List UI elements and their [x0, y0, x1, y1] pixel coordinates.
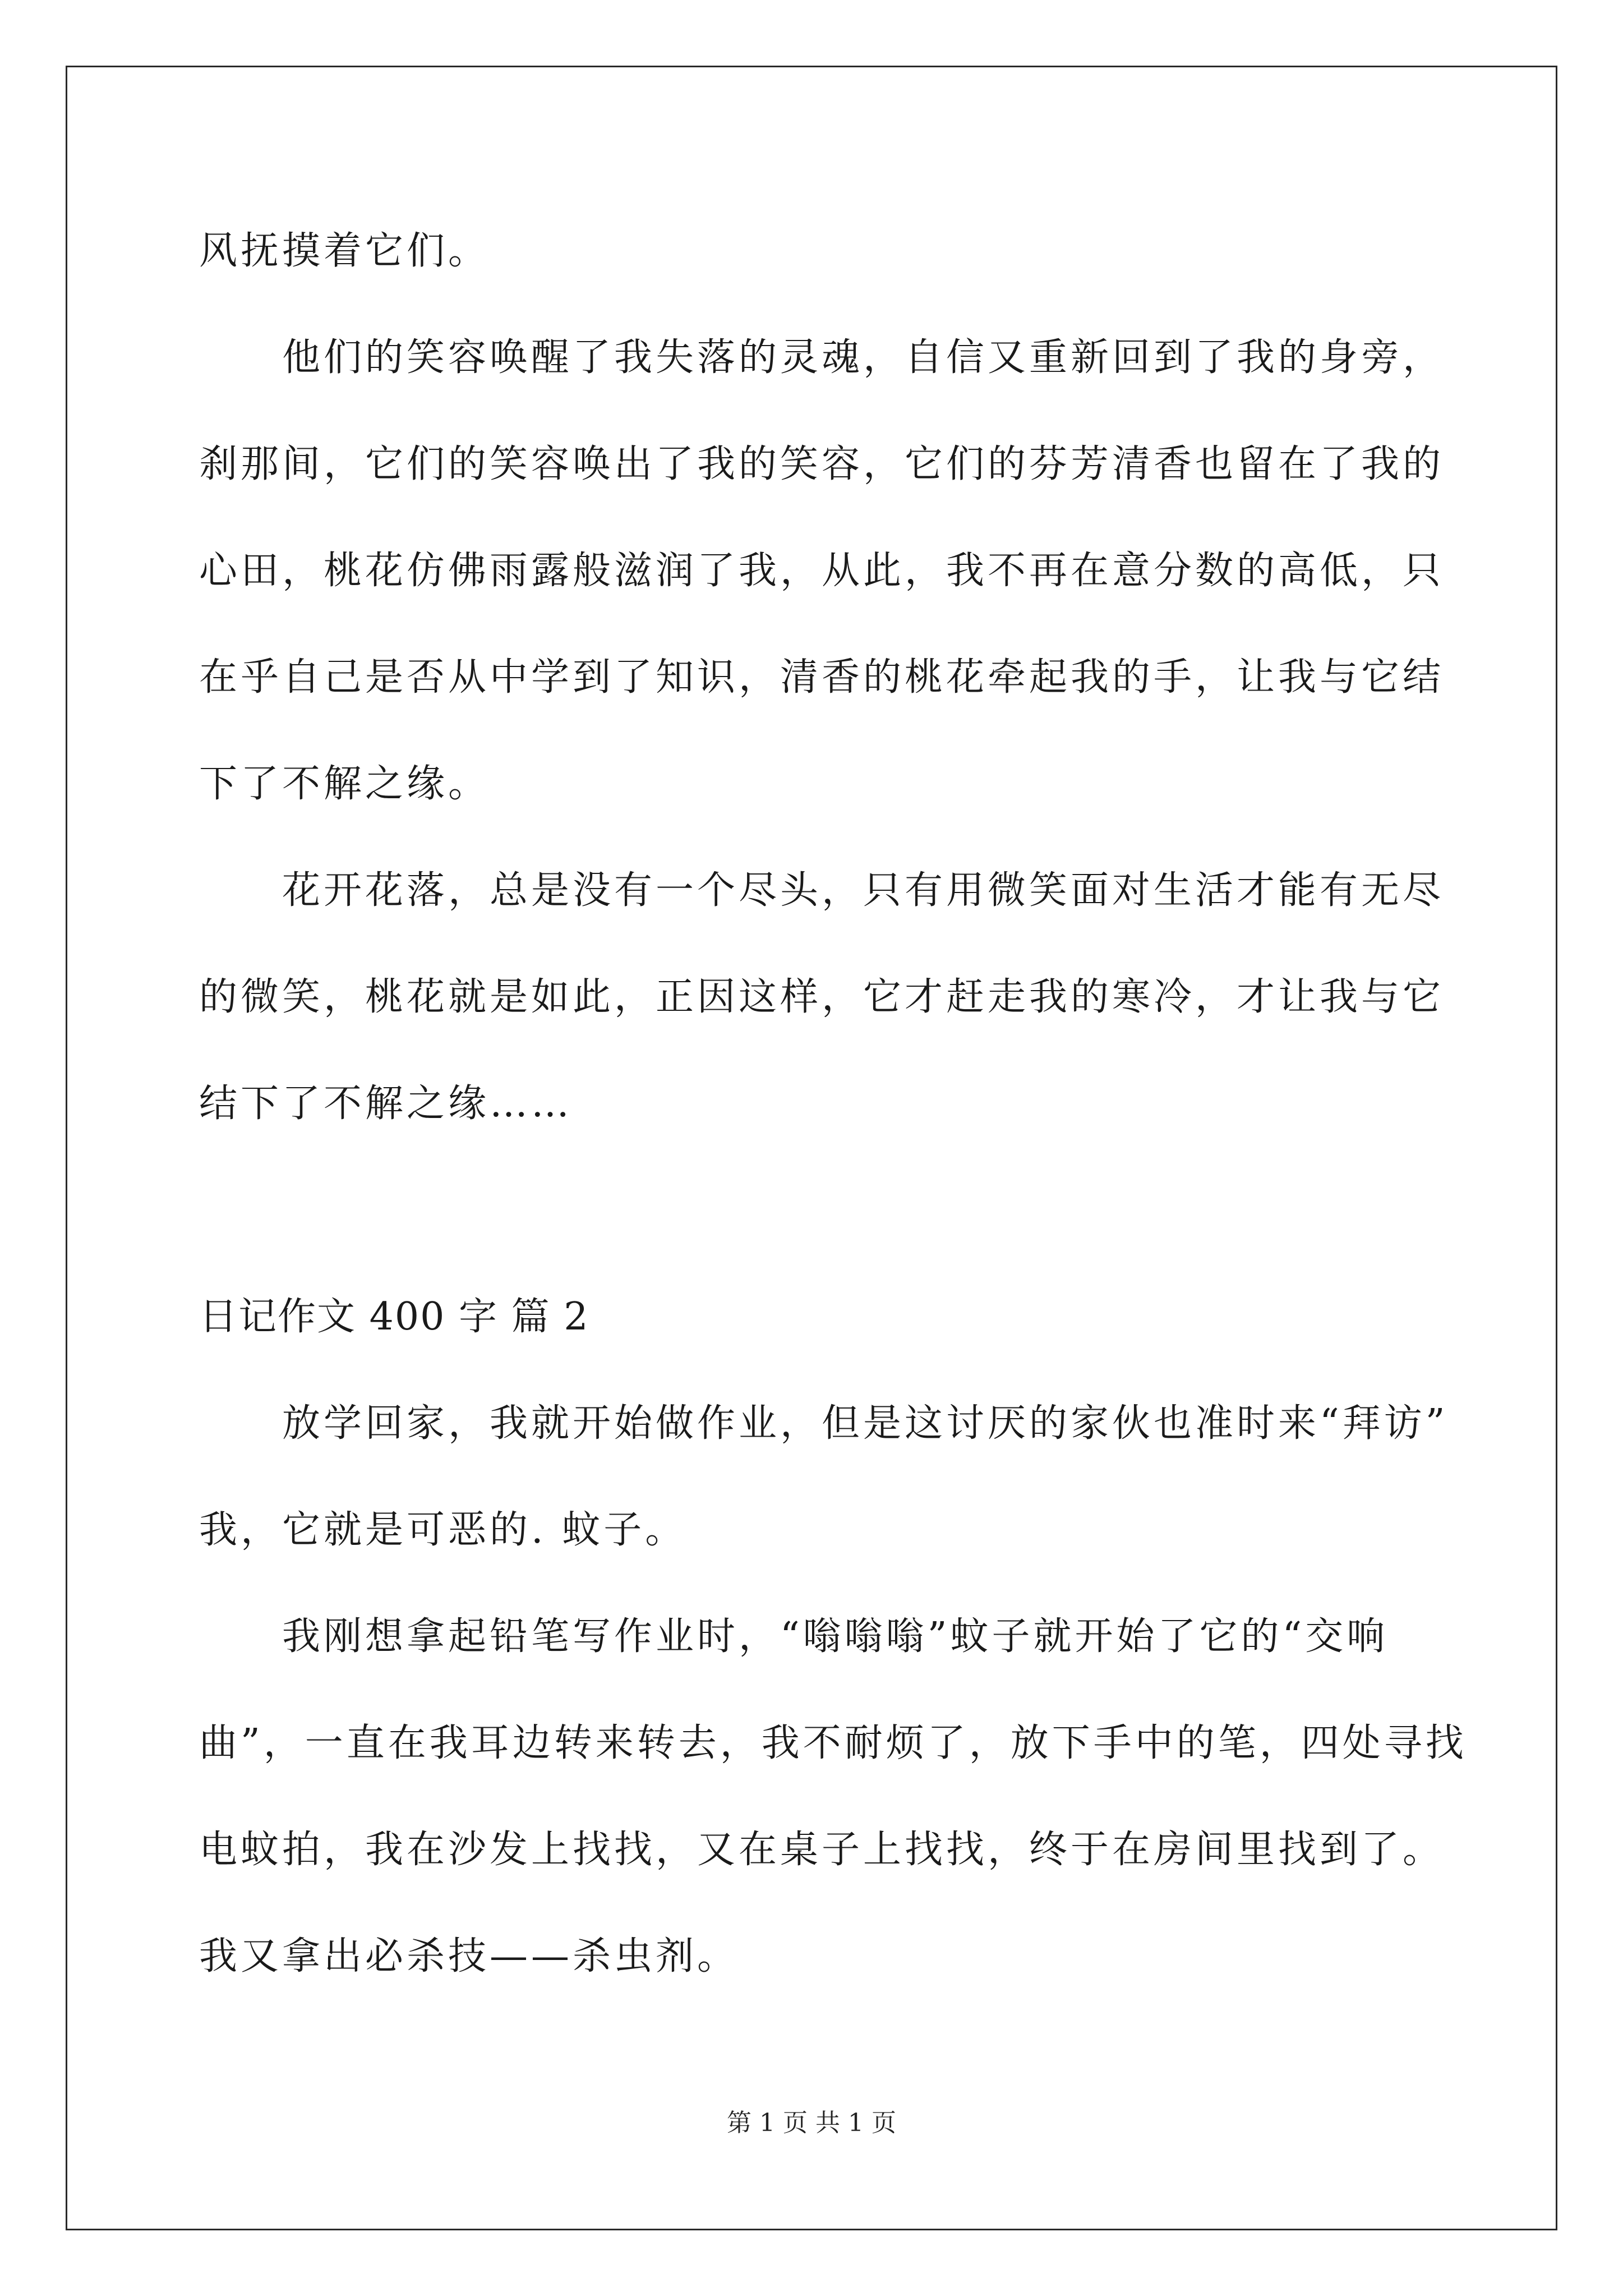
- text-line: 电蚊拍，我在沙发上找找，又在桌子上找找，终于在房间里找到了。: [199, 1828, 1445, 1872]
- text-line: 心田，桃花仿佛雨露般滋润了我，从此，我不再在意分数的高低，只: [199, 549, 1445, 593]
- section-heading: 日记作文 400 字 篇 2: [199, 1295, 589, 1339]
- text-line: 我刚想拿起铅笔写作业时，“嗡嗡嗡”蚊子就开始了它的“交响: [282, 1614, 1389, 1659]
- text-line: 曲”，一直在我耳边转来转去，我不耐烦了，放下手中的笔，四处寻找: [199, 1721, 1467, 1765]
- text-line: 在乎自己是否从中学到了知识，清香的桃花牵起我的手，让我与它结: [199, 655, 1445, 700]
- text-line: 下了不解之缘。: [199, 762, 490, 806]
- text-line: 花开花落，总是没有一个尽头，只有用微笑面对生活才能有无尽: [282, 868, 1445, 913]
- text-line: 的微笑，桃花就是如此，正因这样，它才赶走我的寒冷，才让我与它: [199, 975, 1445, 1019]
- text-line: 刹那间，它们的笑容唤出了我的笑容，它们的芬芳清香也留在了我的: [199, 442, 1445, 486]
- text-line: 放学回家，我就开始做作业，但是这讨厌的家伙也准时来“拜访”: [282, 1401, 1449, 1446]
- text-line: 我，它就是可恶的. 蚊子。: [199, 1508, 687, 1552]
- page-footer: 第 1 页 共 1 页: [727, 2109, 896, 2137]
- text-line: 他们的笑容唤醒了我失落的灵魂，自信又重新回到了我的身旁，: [282, 335, 1445, 380]
- page-border: [66, 66, 1557, 2230]
- text-line: 风抚摸着它们。: [199, 229, 490, 273]
- text-line: 我又拿出必杀技——杀虫剂。: [199, 1934, 739, 1978]
- text-line: 结下了不解之缘……: [199, 1082, 573, 1126]
